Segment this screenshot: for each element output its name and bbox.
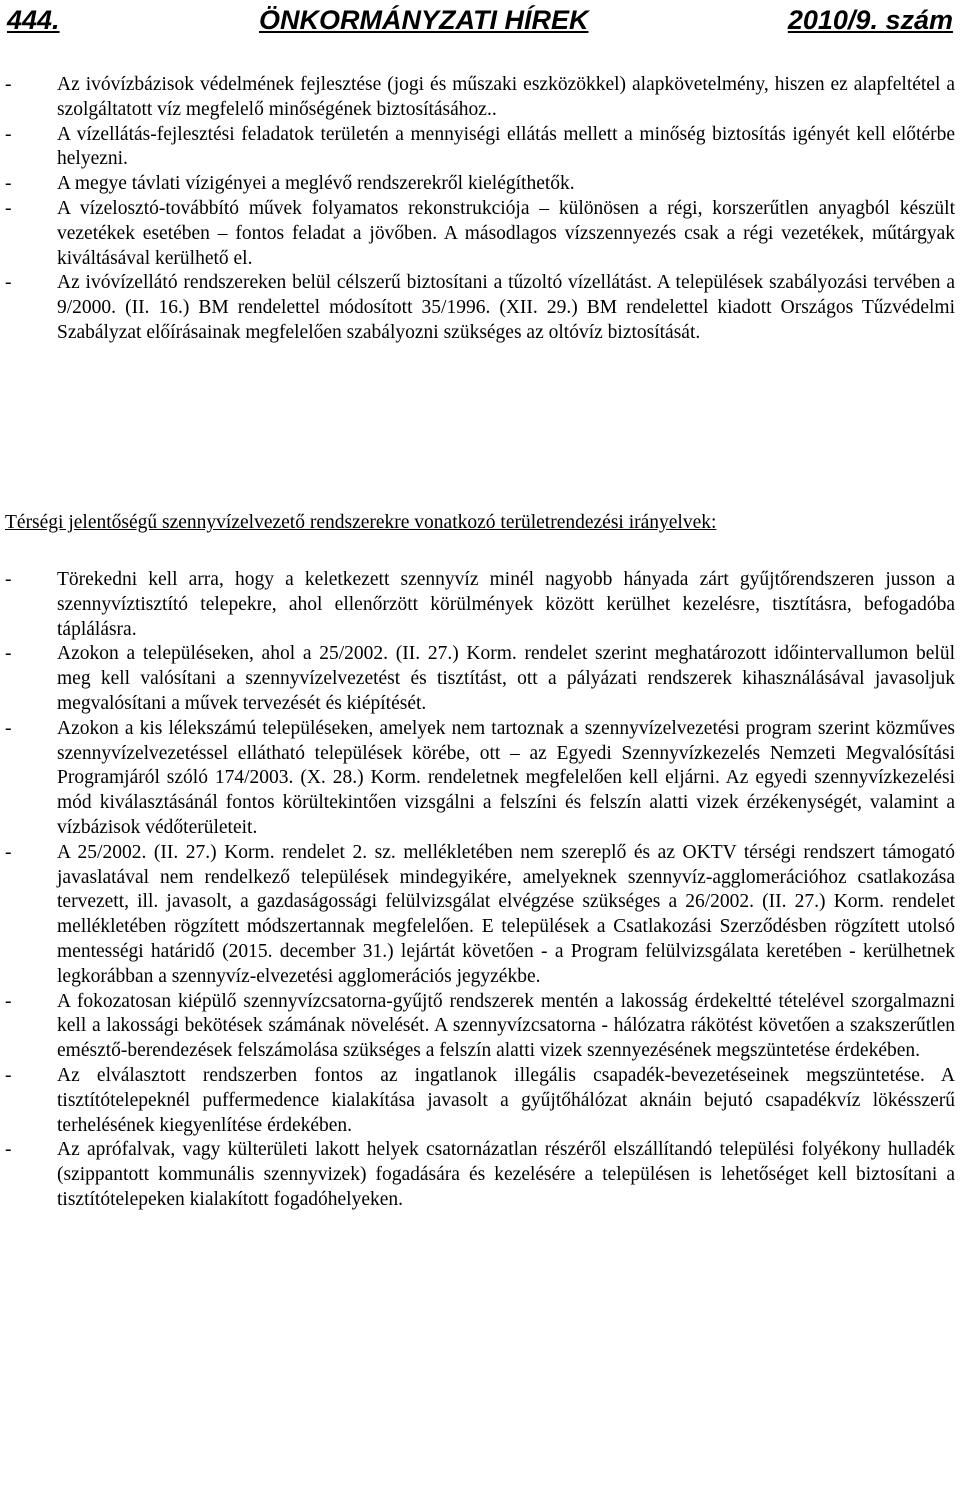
list-dash: - bbox=[5, 841, 12, 863]
issue-number: 2010/9. szám bbox=[787, 5, 953, 35]
list-dash: - bbox=[5, 569, 12, 590]
list-item bbox=[5, 73, 955, 123]
list-dash: - bbox=[5, 173, 12, 195]
list-dash: - bbox=[5, 197, 12, 219]
list-item bbox=[5, 990, 955, 1064]
list-item-text: A fokozatosan kiépülő szennyvízcsatorna-gyűjtő rendszerek mentén a lakosság érdekeltté tételével szorgalmazni kell a lakossági bekötések számának növelését. A szennyvízcsatorna - hálózatra rákötést követően a szakszerűtlen emésztő-berendezések felszámolása szükséges a felszín alatti vizek szennyezésének megszüntetése érdekében. bbox=[57, 990, 955, 1062]
list-item bbox=[5, 172, 955, 197]
list-dash: - bbox=[5, 1064, 12, 1086]
list-item-text: Azokon a kis lélekszámú településeken, amelyek nem tartoznak a szennyvízelvezetési program szerint közműves szennyvízelvezetéssel ellátható települések körébe, ott – az Egyedi Szennyvízkezelés Nemzeti Megvalósítási Programjáról szóló 174/2003. (X. 28.) Korm. rendeletnek megfelelően kell eljárni. Az egyedi szennyvízkezelési mód kiválasztásánál fontos körültekintően vizsgálni a felszíni és felszín alatti vizek érzékenységét, valamint a vízbázisok védőterületeit. bbox=[57, 717, 955, 838]
list-item bbox=[5, 568, 955, 642]
list-item-text: Azokon a településeken, ahol a 25/2002. (II. 27.) Korm. rendelet szerint meghatározott időintervallumon belül meg kell valósítani a szennyvízelvezetést és tisztítást, ott a pályázati rendszerek kihasználásával javasoljuk megvalósítani a művek tervezését és kiépítését. bbox=[57, 643, 955, 714]
list-dash: - bbox=[5, 74, 12, 95]
list-dash: - bbox=[5, 717, 12, 739]
list-item bbox=[5, 123, 955, 173]
list-item-text: Az ivóvízellátó rendszereken belül célszerű biztosítani a tűzoltó vízellátást. A települések szabályozási tervében a 9/2000. (II. 16.) BM rendelettel módosított 35/1996. (XII. 29.) BM rendelettel kiadott Országos Tűzvédelmi Szabályzat előírásainak megfelelően szabályozni szükséges az oltóvíz biztosítását. bbox=[57, 272, 955, 343]
list-dash: - bbox=[5, 123, 12, 145]
page-header bbox=[7, 0, 953, 44]
list-item-text: A vízellátás-fejlesztési feladatok területén a mennyiségi ellátás mellett a minőség biztosítás igényét kell előtérbe helyezni. bbox=[57, 123, 955, 170]
list-item-text: A megye távlati vízigényei a meglévő rendszerekről kielégíthetők. bbox=[57, 173, 575, 195]
list-item bbox=[5, 717, 955, 841]
list-item bbox=[5, 642, 955, 716]
list-dash: - bbox=[5, 990, 12, 1012]
list-dash: - bbox=[5, 1139, 12, 1161]
page-number: 444. bbox=[7, 5, 60, 35]
list-item bbox=[5, 271, 955, 345]
wastewater-guidelines bbox=[5, 568, 955, 1213]
list-dash: - bbox=[5, 643, 12, 665]
list-item-text: Az elválasztott rendszerben fontos az ingatlanok illegális csapadék-bevezetéseinek megszüntetése. A tisztítótelepeknél puffermedence kialakítása javasolt a gyűjtőhálózat aknáin bejutó csapadékvíz lökésszerű terhelésének kiegyenlítése érdekében. bbox=[57, 1064, 955, 1136]
list-item bbox=[5, 197, 955, 271]
list-item bbox=[5, 1138, 955, 1212]
list-dash: - bbox=[5, 272, 12, 294]
list-item-text: Az aprófalvak, vagy külterületi lakott helyek csatornázatlan részéről elszállítandó települési folyékony hulladék (szippantott kommunális szennyvizek) fogadására és kezelésére a településen is lehetőséget kell biztosítani a tisztítótelepeken kialakított fogadóhelyeken. bbox=[57, 1139, 955, 1210]
list-item bbox=[5, 1064, 955, 1138]
list-item-text: Az ivóvízbázisok védelmének fejlesztése (jogi és műszaki eszközökkel) alapkövetelmény, hiszen ez alapfeltétel a szolgáltatott víz megfelelő minőségének biztosításához.. bbox=[57, 74, 955, 120]
list-item bbox=[5, 841, 955, 990]
list-item-text: Törekedni kell arra, hogy a keletkezett szennyvíz minél nagyobb hányada zárt gyűjtőrendszeren jusson a szennyvíztisztító telepekre, ahol ellenőrzött körülmények között kerülhet kezelésre, tisztításra, befogadóba táplálásra. bbox=[57, 569, 955, 640]
publication-title: ÖNKORMÁNYZATI HÍREK bbox=[258, 5, 589, 35]
water-supply-guidelines bbox=[5, 73, 955, 346]
list-item-text: A vízelosztó-továbbító művek folyamatos rekonstrukciója – különösen a régi, korszerűtlen anyagból készült vezetékek esetében – fontos feladat a jövőben. A másodlagos vízszennyezés csak a régi vezetékek, műtárgyak kiváltásával kerülhető el. bbox=[57, 197, 955, 269]
list-item-text: A 25/2002. (II. 27.) Korm. rendelet 2. sz. mellékletében nem szereplő és az OKTV térségi rendszert támogató javaslatával nem rendelkező települések mindegyikére, amelyeknek szennyvíz-agglomerációhoz csatlakozása tervezett, ill. javasolt, a gazdaságossági felülvizsgálat elvégzése szükséges a 26/2002. (II. 27.) Korm. rendelet mellékletében rögzített módszertannak megfelelően. E települések a Csatlakozási Szerződésben rögzített utolsó mentességi határidő (2015. december 31.) lejártát követően - a Program felülvizsgálata keretében - kerülhetnek legkorábban a szennyvíz-elvezetési agglomerációs jegyzékbe. bbox=[57, 841, 955, 987]
section-heading: Térségi jelentőségű szennyvízelvezető rendszerekre vonatkozó területrendezési irányelvek: bbox=[5, 512, 717, 533]
